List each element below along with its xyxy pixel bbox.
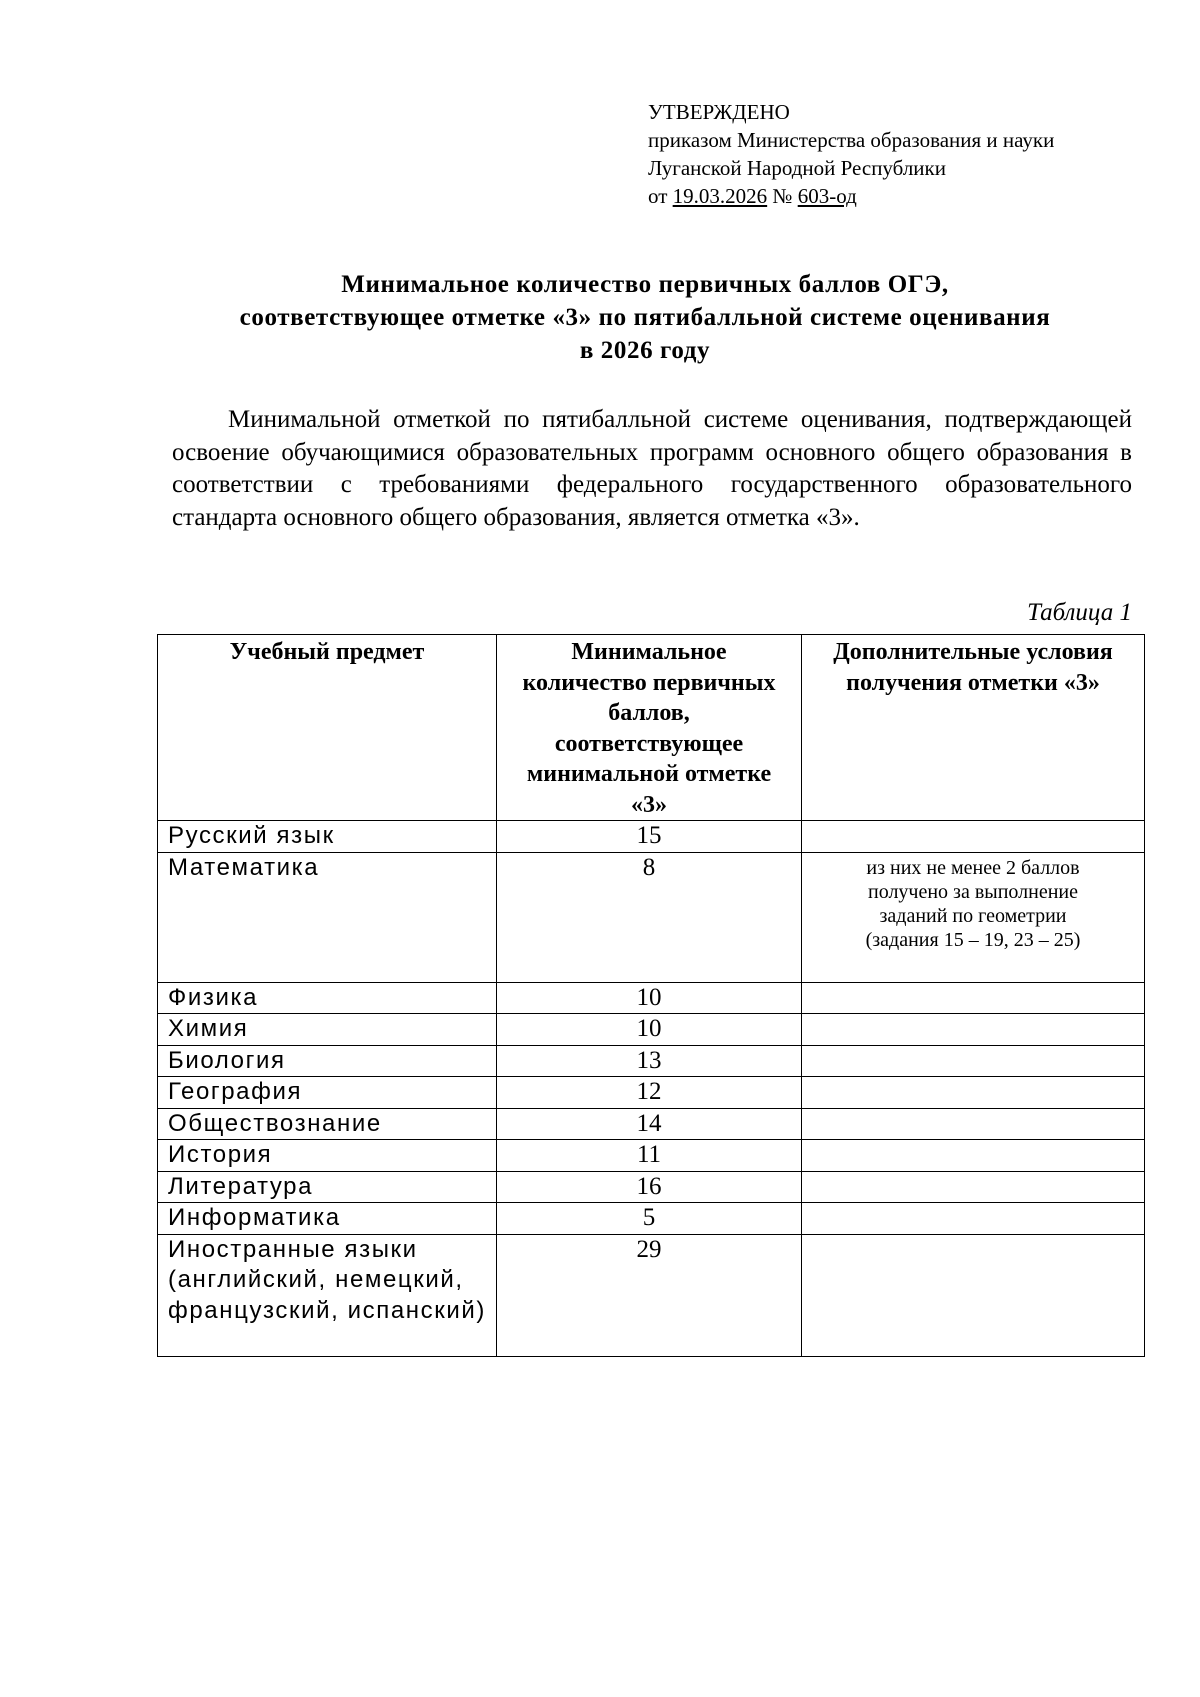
score-cell: 14 <box>497 1108 802 1140</box>
title-line-3: в 2026 году <box>579 337 711 364</box>
subject-cell: Химия <box>158 1014 497 1046</box>
title-line-2: соответствующее отметке «3» по пятибалльной системе оценивания <box>239 304 1051 331</box>
approval-stamp <box>648 98 1054 210</box>
subject-cell: История <box>158 1140 497 1172</box>
condition-cell <box>802 1077 1145 1109</box>
condition-cell <box>802 1140 1145 1172</box>
score-cell: 8 <box>497 852 802 982</box>
subject-cell: Литература <box>158 1171 497 1203</box>
score-cell: 5 <box>497 1203 802 1235</box>
condition-cell: из них не менее 2 баллов получено за выполнение заданий по геометрии (задания 15 – 19, 23 – 25) <box>802 852 1145 982</box>
table-row <box>158 1014 1145 1046</box>
score-cell: 12 <box>497 1077 802 1109</box>
table-row <box>158 1140 1145 1172</box>
approval-ministry: приказом Министерства образования и науки <box>648 128 1055 152</box>
subject-cell: Иностранные языки (английский, немецкий, французский, испанский) <box>158 1234 497 1356</box>
subject-cell: Биология <box>158 1045 497 1077</box>
approval-number-prefix: № <box>772 184 793 208</box>
table-row <box>158 1077 1145 1109</box>
table-row <box>158 852 1145 982</box>
condition-cell <box>802 1203 1145 1235</box>
header-subject: Учебный предмет <box>158 635 497 821</box>
subject-cell: География <box>158 1077 497 1109</box>
approval-order-line <box>648 182 1054 210</box>
score-cell: 13 <box>497 1045 802 1077</box>
table-row <box>158 1171 1145 1203</box>
approval-label: УТВЕРЖДЕНО <box>648 100 790 124</box>
table-row <box>158 1108 1145 1140</box>
table-row <box>158 1203 1145 1235</box>
subject-cell: Физика <box>158 982 497 1014</box>
table-row <box>158 1045 1145 1077</box>
condition-cell <box>802 982 1145 1014</box>
condition-cell <box>802 1045 1145 1077</box>
score-cell: 10 <box>497 982 802 1014</box>
score-cell: 16 <box>497 1171 802 1203</box>
score-cell: 11 <box>497 1140 802 1172</box>
table-row <box>158 1234 1145 1356</box>
title-line-1: Минимальное количество первичных баллов ОГЭ, <box>341 271 949 298</box>
header-conditions: Дополнительные условия получения отметки «3» <box>802 635 1145 821</box>
table-row <box>158 821 1145 853</box>
subject-cell: Русский язык <box>158 821 497 853</box>
intro-paragraph: Минимальной отметкой по пятибалльной системе оценивания, подтверждающей освоение обучающимися образовательных программ основного общего образования в соответствии с требованиями федерального государственного образовательного стандарта основного общего образования, является отметка «3». <box>172 406 1132 531</box>
condition-cell <box>802 1014 1145 1046</box>
table-caption: Таблица 1 <box>1027 599 1132 626</box>
approval-number: 603-од <box>797 184 857 208</box>
approval-date: 19.03.2026 <box>672 184 768 208</box>
condition-cell <box>802 1171 1145 1203</box>
subject-cell: Информатика <box>158 1203 497 1235</box>
score-cell: 10 <box>497 1014 802 1046</box>
subject-cell: Математика <box>158 852 497 982</box>
scores-table <box>157 634 1145 1357</box>
condition-cell <box>802 821 1145 853</box>
header-min-score: Минимальное количество первичных баллов, соответствующее минимальной отметке «3» <box>497 635 802 821</box>
score-cell: 29 <box>497 1234 802 1356</box>
condition-cell <box>802 1108 1145 1140</box>
approval-republic: Луганской Народной Республики <box>648 156 946 180</box>
condition-cell <box>802 1234 1145 1356</box>
table-row <box>158 982 1145 1014</box>
score-cell: 15 <box>497 821 802 853</box>
approval-date-prefix: от <box>648 184 668 208</box>
document-title <box>150 268 1140 367</box>
subject-cell: Обществознание <box>158 1108 497 1140</box>
